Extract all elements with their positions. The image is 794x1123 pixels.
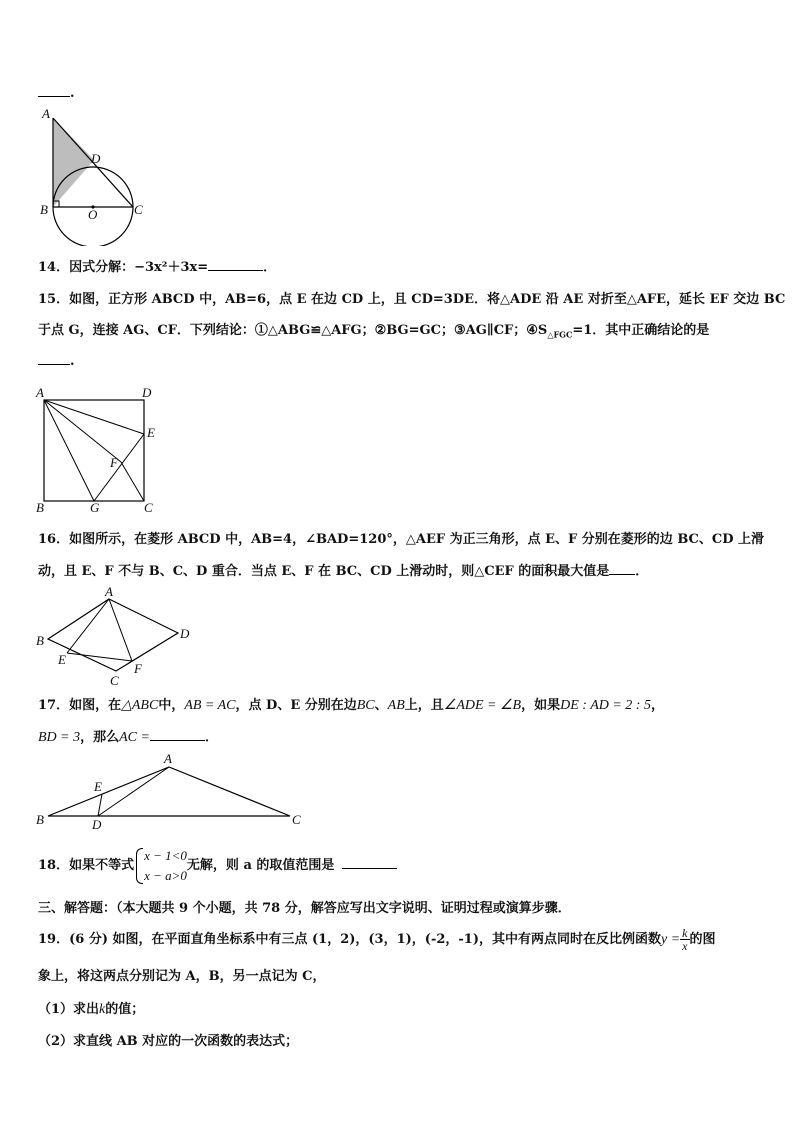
- question-19-part2: （2）求直线 AB 对应的一次函数的表达式；: [38, 1034, 299, 1049]
- q13-tail: .: [38, 84, 75, 103]
- question-15-line2: 于点 G，连接 AG、CF．下列结论：①△ABG≌△AFG；②BG=GC；③AG∥CF；$④S_{\triangle FGC}=1$．其中正确结论的是: [38, 323, 710, 340]
- section-3-heading: 三、解答题：（本大题共 9 个小题，共 78 分，解答应写出文字说明、证明过程或演算步骤．: [38, 901, 571, 916]
- label-c: C: [134, 202, 143, 217]
- label-o: O: [88, 207, 98, 222]
- label-f: F: [110, 455, 118, 470]
- fraction-k-over-x: $\frac{k}{x}$: [682, 926, 688, 953]
- q17-figure: [34, 751, 309, 833]
- question-16-line1: 16．如图所示，在菱形 ABCD 中，AB=4，∠BAD=120°，△AEF 为正三角形，点 E、F 分别在菱形的边 BC、CD 上滑: [38, 532, 765, 547]
- label-a: A: [36, 385, 44, 400]
- shaded-region: [53, 118, 94, 207]
- label-d: D: [142, 385, 152, 400]
- label-d: D: [92, 817, 102, 832]
- answer-blank: [38, 352, 70, 365]
- label-e: E: [147, 425, 155, 440]
- label-a: A: [42, 106, 50, 121]
- label-g: G: [90, 500, 100, 513]
- question-16-line2: 动，且 E、F 不与 B、C、D 重合．当点 E、F 在 BC、CD 上滑动时，则△CEF 的面积最大值是 ．: [38, 564, 649, 579]
- label-c: C: [292, 812, 301, 827]
- label-d: D: [180, 626, 190, 641]
- label-b: B: [36, 812, 44, 827]
- question-19-part1: （1）求出k的值；: [38, 1002, 145, 1017]
- label-d: D: [91, 151, 101, 166]
- label-a: A: [164, 751, 172, 766]
- label-b: B: [36, 633, 44, 648]
- answer-blank: [150, 728, 205, 741]
- q16-figure: [34, 585, 199, 690]
- label-f: F: [134, 661, 142, 676]
- answer-blank: [208, 258, 263, 271]
- label-c: C: [110, 673, 119, 688]
- answer-blank: [609, 562, 635, 575]
- question-15-line1: 15．如图，正方形 ABCD 中，AB=6，点 E 在边 CD 上，且 CD=3DE．将△ADE 沿 AE 对折至△AFE，延长 EF 交边 BC: [38, 292, 786, 307]
- question-14: 14．因式分解：−3x²＋3x= ．: [38, 260, 277, 275]
- question-18: 18．如果不等式 x − 1<0 x − a>0 无解，则 a 的取值范围是: [38, 844, 397, 888]
- label-b: B: [40, 202, 48, 217]
- label-b: B: [36, 500, 44, 513]
- label-c: C: [144, 500, 153, 513]
- label-e: E: [58, 652, 66, 667]
- q13-figure: [36, 106, 151, 246]
- question-19-line2: 象上，将这两点分别记为 A，B，另一点记为 C，: [38, 969, 326, 984]
- answer-blank: [342, 856, 397, 869]
- question-17-line1: 17．如图，在△ABC中，AB = AC，点 D、E 分别在边BC、AB上，且∠ADE = ∠B，如果DE : AD = 2 : 5，: [38, 698, 664, 713]
- q15-figure: [34, 383, 164, 513]
- inequality-system: x − 1<0 x − a>0: [134, 846, 187, 886]
- label-e: E: [94, 779, 102, 794]
- answer-blank: [38, 84, 70, 97]
- question-19-line1: 19．(6 分) 如图，在平面直角坐标系中有三点 (1，2)，(3，1)，(-2，-1)，其中有两点同时在反比例函数y = $\frac{k}{x}$ 的图: [38, 926, 716, 953]
- question-17-line2: BD = 3，那么AC = ．: [38, 730, 218, 745]
- label-a: A: [105, 585, 113, 599]
- question-15-tail: .: [38, 352, 75, 371]
